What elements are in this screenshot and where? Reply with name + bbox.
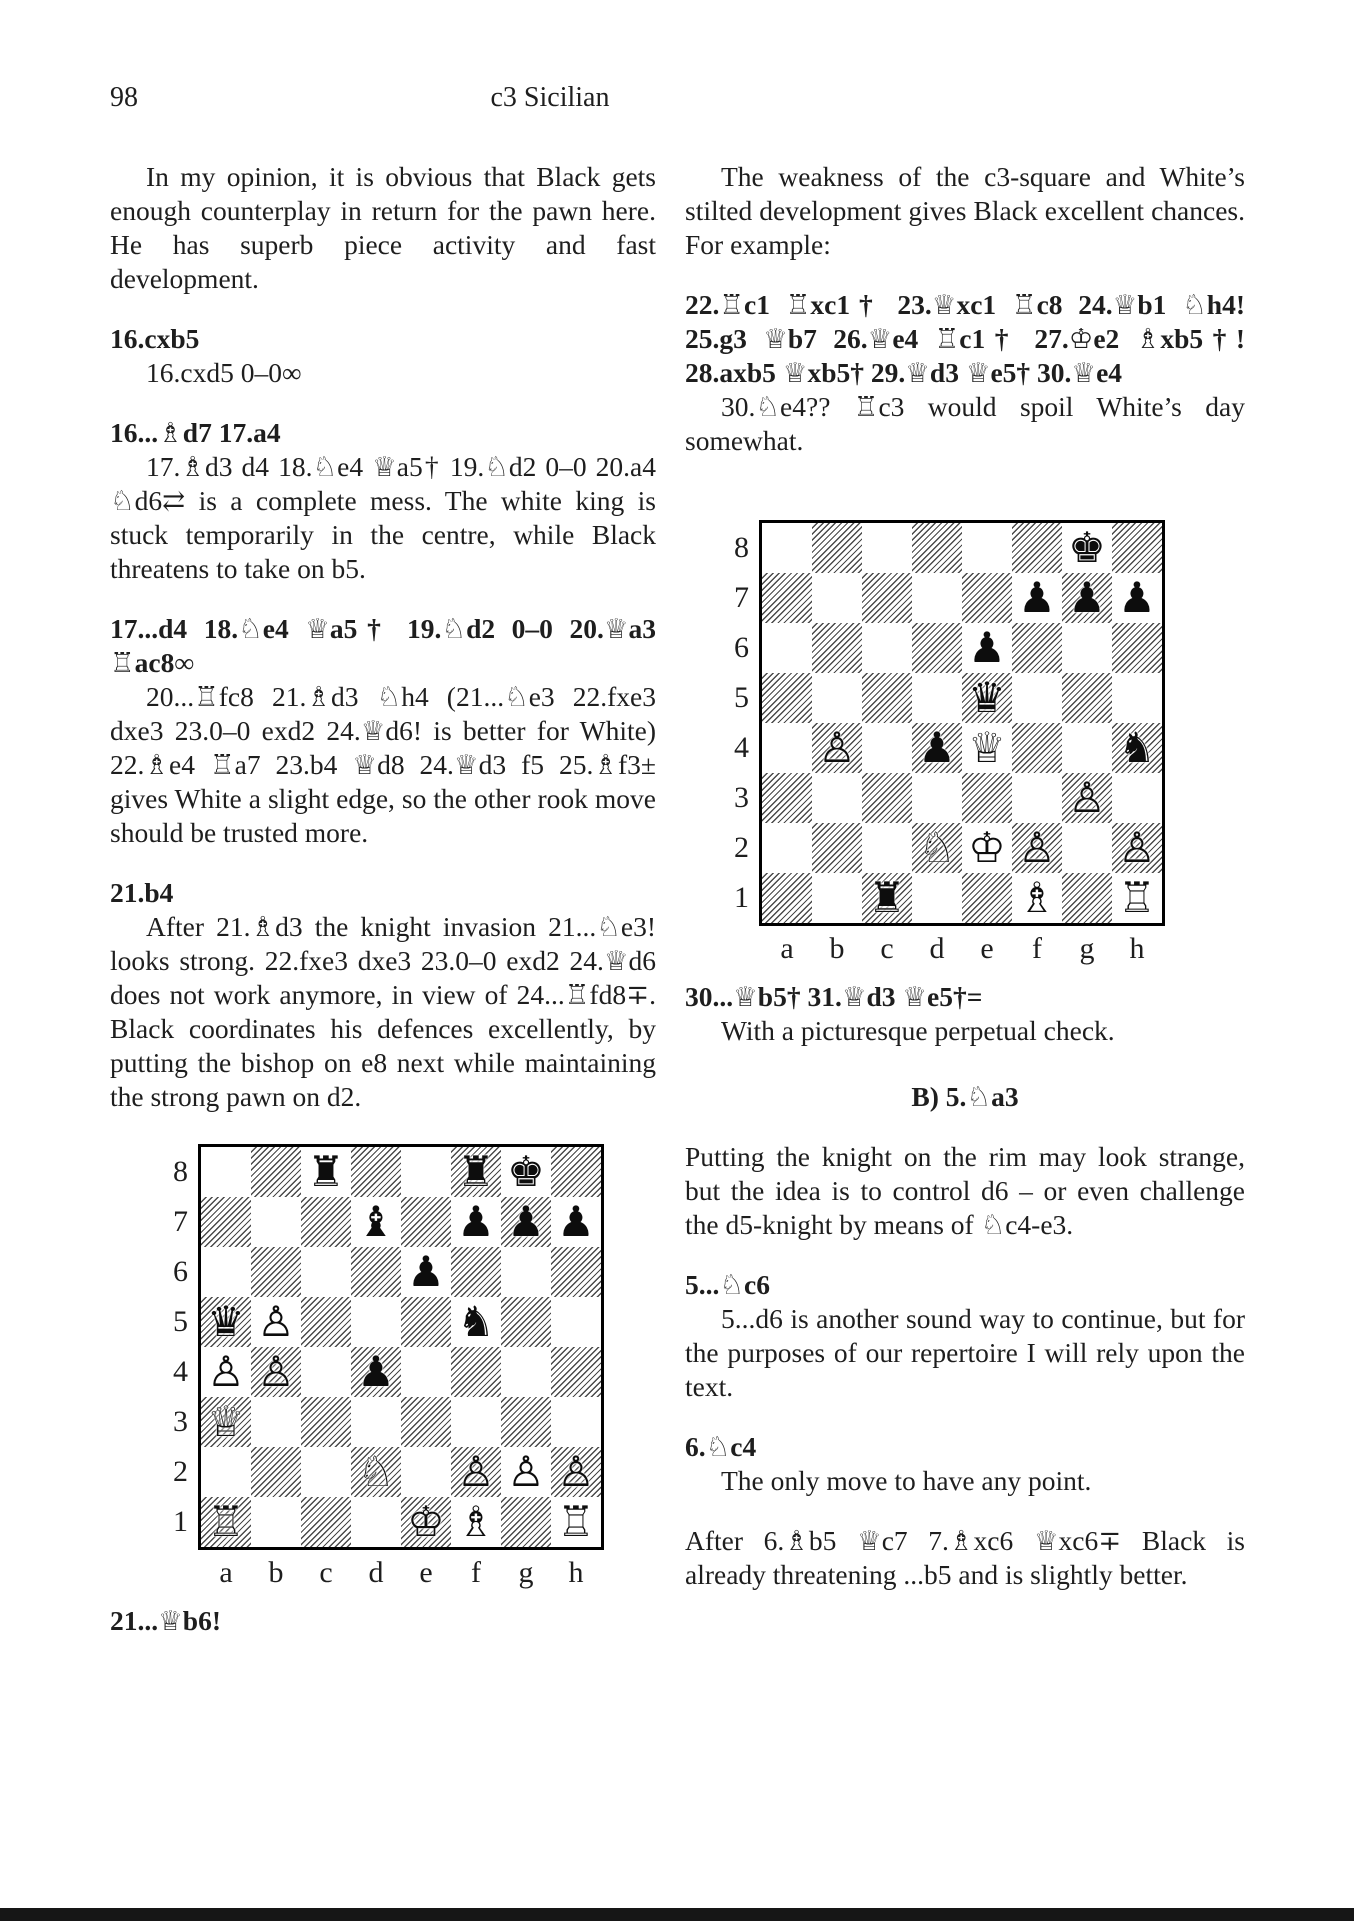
section-header-b: B) 5.♘a3 <box>911 1081 1019 1112</box>
square-h1 <box>551 1497 601 1547</box>
square-g6 <box>501 1247 551 1297</box>
right-column <box>685 160 1245 1592</box>
square-b3 <box>812 773 862 823</box>
para-only-move: The only move to have any point. <box>721 1465 1092 1496</box>
piece-bR-c1: ♜ <box>868 873 906 922</box>
square-h1 <box>1112 873 1162 923</box>
piece-wN-d2: ♘ <box>918 823 956 872</box>
para-20rfc8: 20...♖fc8 21.♗d3 ♘h4 (21...♘e3 22.fxe3 dxe3 23.0–0 exd2 24.♕d6! is better for White) 22.♗e4 ♖a7 23.b4 ♕d8 24.♕d3 f5 25.♗f3± gives White a slight edge, so the other rook move should be trusted more. <box>110 681 656 848</box>
square-h2 <box>551 1447 601 1497</box>
square-e8 <box>962 523 1012 573</box>
square-g1 <box>1062 873 1112 923</box>
square-h3 <box>551 1397 601 1447</box>
file-label-h: h <box>1129 932 1145 965</box>
square-f7 <box>451 1197 501 1247</box>
file-label-a: a <box>780 932 794 965</box>
piece-bP-g7: ♟ <box>507 1197 545 1246</box>
rank-labels <box>713 523 759 968</box>
square-a3 <box>201 1397 251 1447</box>
piece-wP-f2: ♙ <box>457 1447 495 1496</box>
rank-label-8: 8 <box>173 1155 188 1188</box>
square-a1 <box>762 873 812 923</box>
square-h6 <box>551 1247 601 1297</box>
square-e2 <box>962 823 1012 873</box>
square-e5 <box>401 1297 451 1347</box>
board-and-files <box>198 1144 604 1592</box>
square-b8 <box>251 1147 301 1197</box>
square-d7 <box>351 1197 401 1247</box>
file-label-c: c <box>319 1556 333 1589</box>
file-label-b: b <box>829 932 845 965</box>
square-e3 <box>962 773 1012 823</box>
square-a2 <box>762 823 812 873</box>
square-e2 <box>401 1447 451 1497</box>
para-intro: In my opinion, it is obvious that Black gets enough counterplay in return for the pawn here. He has superb piece activity and fast development. <box>110 161 656 294</box>
move-header-16cxb5: 16.cxb5 <box>110 323 200 354</box>
left-column <box>110 160 656 1638</box>
file-label-h: h <box>568 1556 584 1589</box>
square-c5 <box>301 1297 351 1347</box>
square-a7 <box>762 573 812 623</box>
file-label-b: b <box>268 1556 284 1589</box>
chess-diagram-left <box>152 1144 656 1592</box>
chess-diagram-right <box>713 520 1245 968</box>
rank-label-4: 4 <box>173 1355 188 1388</box>
piece-bQ-a5: ♛ <box>207 1297 245 1346</box>
rank-label-7: 7 <box>734 581 749 614</box>
square-e4 <box>401 1347 451 1397</box>
file-labels <box>762 930 1165 968</box>
square-f1 <box>1012 873 1062 923</box>
square-d4 <box>912 723 962 773</box>
square-a6 <box>201 1247 251 1297</box>
square-h8 <box>551 1147 601 1197</box>
piece-bN-f5: ♞ <box>457 1297 495 1346</box>
square-f5 <box>1012 673 1062 723</box>
square-d4 <box>351 1347 401 1397</box>
square-e1 <box>401 1497 451 1547</box>
square-c6 <box>301 1247 351 1297</box>
rank-label-6: 6 <box>734 631 749 664</box>
square-f6 <box>1012 623 1062 673</box>
para-after-6bb5: After 6.♗b5 ♕c7 7.♗xc6 ♕xc6∓ Black is already threatening ...b5 and is slightly better. <box>685 1525 1245 1590</box>
square-e3 <box>401 1397 451 1447</box>
square-d1 <box>912 873 962 923</box>
square-a7 <box>201 1197 251 1247</box>
square-b7 <box>251 1197 301 1247</box>
square-a5 <box>201 1297 251 1347</box>
square-f4 <box>451 1347 501 1397</box>
piece-wR-a1: ♖ <box>207 1497 245 1546</box>
square-d2 <box>351 1447 401 1497</box>
square-d7 <box>912 573 962 623</box>
piece-wB-f1: ♗ <box>1018 873 1056 922</box>
square-d6 <box>912 623 962 673</box>
square-b8 <box>812 523 862 573</box>
rank-label-4: 4 <box>734 731 749 764</box>
piece-wP-f2: ♙ <box>1018 823 1056 872</box>
square-g3 <box>501 1397 551 1447</box>
file-label-d: d <box>368 1556 384 1589</box>
rank-label-2: 2 <box>173 1455 188 1488</box>
square-g8 <box>1062 523 1112 573</box>
square-h4 <box>1112 723 1162 773</box>
piece-bK-g8: ♚ <box>507 1147 545 1196</box>
square-c3 <box>301 1397 351 1447</box>
square-f3 <box>1012 773 1062 823</box>
square-d8 <box>912 523 962 573</box>
chess-board-right <box>759 520 1165 926</box>
square-h5 <box>551 1297 601 1347</box>
rank-label-3: 3 <box>734 781 749 814</box>
square-e1 <box>962 873 1012 923</box>
square-b3 <box>251 1397 301 1447</box>
para-perpetual: With a picturesque perpetual check. <box>721 1015 1115 1046</box>
para-5d6: 5...d6 is another sound way to continue, but for the purposes of our repertoire I will rely upon the text. <box>685 1303 1245 1402</box>
rank-label-1: 1 <box>173 1505 188 1538</box>
diagram-caption-left: 21...♕b6! <box>110 1605 221 1636</box>
para-rim-knight: Putting the knight on the rim may look strange, but the idea is to control d6 – or even challenge the d5-knight by means of ♘c4-e3. <box>685 1141 1245 1240</box>
board-and-files <box>759 520 1165 968</box>
piece-wK-e1: ♔ <box>407 1497 445 1546</box>
square-g7 <box>1062 573 1112 623</box>
piece-bP-d4: ♟ <box>357 1347 395 1396</box>
square-d3 <box>912 773 962 823</box>
piece-bP-h7: ♟ <box>1118 573 1156 622</box>
square-g6 <box>1062 623 1112 673</box>
square-c1 <box>301 1497 351 1547</box>
square-e6 <box>401 1247 451 1297</box>
square-c5 <box>862 673 912 723</box>
piece-wN-d2: ♘ <box>357 1447 395 1496</box>
file-label-d: d <box>929 932 945 965</box>
square-g7 <box>501 1197 551 1247</box>
file-label-g: g <box>1079 932 1095 965</box>
piece-wK-e2: ♔ <box>968 823 1006 872</box>
move-header-16bd7: 16...♗d7 17.a4 <box>110 417 281 448</box>
rank-label-1: 1 <box>734 881 749 914</box>
square-a5 <box>762 673 812 723</box>
square-f7 <box>1012 573 1062 623</box>
file-label-c: c <box>880 932 894 965</box>
piece-wP-a4: ♙ <box>207 1347 245 1396</box>
piece-bP-g7: ♟ <box>1068 573 1106 622</box>
piece-wP-g3: ♙ <box>1068 773 1106 822</box>
square-h2 <box>1112 823 1162 873</box>
rank-label-7: 7 <box>173 1205 188 1238</box>
square-f4 <box>1012 723 1062 773</box>
square-a8 <box>762 523 812 573</box>
piece-wP-h2: ♙ <box>557 1447 595 1496</box>
move-header-5nc6: 5...♘c6 <box>685 1269 770 1300</box>
rank-label-3: 3 <box>173 1405 188 1438</box>
square-c7 <box>862 573 912 623</box>
square-h6 <box>1112 623 1162 673</box>
square-g2 <box>1062 823 1112 873</box>
square-a1 <box>201 1497 251 1547</box>
file-label-e: e <box>419 1556 433 1589</box>
square-b6 <box>812 623 862 673</box>
piece-bP-h7: ♟ <box>557 1197 595 1246</box>
square-e5 <box>962 673 1012 723</box>
square-b4 <box>251 1347 301 1397</box>
square-b6 <box>251 1247 301 1297</box>
square-c4 <box>301 1347 351 1397</box>
piece-bP-f7: ♟ <box>1018 573 1056 622</box>
square-c4 <box>862 723 912 773</box>
piece-bP-e6: ♟ <box>407 1247 445 1296</box>
square-b2 <box>251 1447 301 1497</box>
square-a4 <box>762 723 812 773</box>
square-h7 <box>1112 573 1162 623</box>
square-e6 <box>962 623 1012 673</box>
square-d5 <box>351 1297 401 1347</box>
square-f2 <box>451 1447 501 1497</box>
square-b1 <box>251 1497 301 1547</box>
square-d6 <box>351 1247 401 1297</box>
file-labels <box>201 1554 604 1592</box>
square-g8 <box>501 1147 551 1197</box>
square-a4 <box>201 1347 251 1397</box>
square-h8 <box>1112 523 1162 573</box>
square-d1 <box>351 1497 401 1547</box>
piece-wP-b4: ♙ <box>818 723 856 772</box>
move-header-6nc4: 6.♘c4 <box>685 1431 757 1462</box>
piece-wQ-e4: ♕ <box>968 723 1006 772</box>
square-g4 <box>1062 723 1112 773</box>
piece-bK-g8: ♚ <box>1068 523 1106 572</box>
square-b2 <box>812 823 862 873</box>
square-d3 <box>351 1397 401 1447</box>
square-c8 <box>301 1147 351 1197</box>
move-header-17d4: 17...d4 18.♘e4 ♕a5† 19.♘d2 0–0 20.♕a3 ♖ac8∞ <box>110 613 656 678</box>
square-g5 <box>1062 673 1112 723</box>
file-label-a: a <box>219 1556 233 1589</box>
square-a2 <box>201 1447 251 1497</box>
square-b1 <box>812 873 862 923</box>
file-label-g: g <box>518 1556 534 1589</box>
square-b5 <box>812 673 862 723</box>
square-d2 <box>912 823 962 873</box>
rank-label-6: 6 <box>173 1255 188 1288</box>
square-a8 <box>201 1147 251 1197</box>
square-e7 <box>962 573 1012 623</box>
square-g5 <box>501 1297 551 1347</box>
rank-label-5: 5 <box>173 1305 188 1338</box>
piece-wQ-a3: ♕ <box>207 1397 245 1446</box>
square-g2 <box>501 1447 551 1497</box>
para-weakness: The weakness of the c3-square and White’s stilted development gives Black excellent chances. For example: <box>685 161 1245 260</box>
page-edge-bar <box>0 1908 1354 1921</box>
square-e4 <box>962 723 1012 773</box>
piece-wP-g2: ♙ <box>507 1447 545 1496</box>
square-f1 <box>451 1497 501 1547</box>
square-f2 <box>1012 823 1062 873</box>
rank-labels <box>152 1147 198 1592</box>
rank-label-5: 5 <box>734 681 749 714</box>
square-c3 <box>862 773 912 823</box>
file-label-e: e <box>980 932 994 965</box>
square-h4 <box>551 1347 601 1397</box>
rank-label-2: 2 <box>734 831 749 864</box>
piece-wB-f1: ♗ <box>457 1497 495 1546</box>
square-a6 <box>762 623 812 673</box>
piece-wR-h1: ♖ <box>557 1497 595 1546</box>
square-g3 <box>1062 773 1112 823</box>
file-label-f: f <box>471 1556 481 1589</box>
piece-wP-b4: ♙ <box>257 1347 295 1396</box>
para-16cxd5: 16.cxd5 0–0∞ <box>146 357 302 388</box>
rank-label-8: 8 <box>734 531 749 564</box>
piece-bR-f8: ♜ <box>457 1147 495 1196</box>
page-header-title: c3 Sicilian <box>490 82 610 113</box>
square-h5 <box>1112 673 1162 723</box>
piece-bP-f7: ♟ <box>457 1197 495 1246</box>
square-h7 <box>551 1197 601 1247</box>
piece-bN-h4: ♞ <box>1118 723 1156 772</box>
square-c2 <box>301 1447 351 1497</box>
square-f5 <box>451 1297 501 1347</box>
chess-board-left <box>198 1144 604 1550</box>
square-g1 <box>501 1497 551 1547</box>
para-after-21bd3: After 21.♗d3 the knight invasion 21...♘e3! looks strong. 22.fxe3 dxe3 23.0–0 exd2 24.♕d6 does not work anymore, in view of 24...♖fd8∓. Black coordinates his defences excellently, by putting the bishop on e8 next while maintaining the strong pawn on d2. <box>110 911 656 1112</box>
square-d5 <box>912 673 962 723</box>
piece-bP-d4: ♟ <box>918 723 956 772</box>
page-number: 98 <box>110 82 138 113</box>
square-f6 <box>451 1247 501 1297</box>
square-f8 <box>451 1147 501 1197</box>
square-b4 <box>812 723 862 773</box>
piece-bB-d7: ♝ <box>357 1197 395 1246</box>
move-header-21b4: 21.b4 <box>110 877 174 908</box>
square-c7 <box>301 1197 351 1247</box>
para-30ne4: 30.♘e4?? ♖c3 would spoil White’s day somewhat. <box>685 391 1245 456</box>
square-d8 <box>351 1147 401 1197</box>
piece-wP-b5: ♙ <box>257 1297 295 1346</box>
square-b5 <box>251 1297 301 1347</box>
square-a3 <box>762 773 812 823</box>
square-f3 <box>451 1397 501 1447</box>
square-h3 <box>1112 773 1162 823</box>
square-b7 <box>812 573 862 623</box>
move-header-22rc1: 22.♖c1 ♖xc1† 23.♕xc1 ♖c8 24.♕b1 ♘h4! 25.g3 ♕b7 26.♕e4 ♖c1† 27.♔e2 ♗xb5†! 28.axb5 ♕xb5† 29.♕d3 ♕e5† 30.♕e4 <box>685 289 1245 388</box>
piece-wP-h2: ♙ <box>1118 823 1156 872</box>
square-e7 <box>401 1197 451 1247</box>
piece-bP-e6: ♟ <box>968 623 1006 672</box>
square-c1 <box>862 873 912 923</box>
square-c6 <box>862 623 912 673</box>
square-f8 <box>1012 523 1062 573</box>
piece-bR-c8: ♜ <box>307 1147 345 1196</box>
para-17bd3: 17.♗d3 d4 18.♘e4 ♕a5† 19.♘d2 0–0 20.a4 ♘d6⇄ is a complete mess. The white king is stuck temporarily in the centre, while Black threatens to take on b5. <box>110 451 656 584</box>
piece-bQ-e5: ♛ <box>968 673 1006 722</box>
square-c2 <box>862 823 912 873</box>
square-e8 <box>401 1147 451 1197</box>
diagram-caption-right: 30...♕b5† 31.♕d3 ♕e5†= <box>685 981 983 1012</box>
file-label-f: f <box>1032 932 1042 965</box>
piece-wR-h1: ♖ <box>1118 873 1156 922</box>
square-c8 <box>862 523 912 573</box>
square-g4 <box>501 1347 551 1397</box>
